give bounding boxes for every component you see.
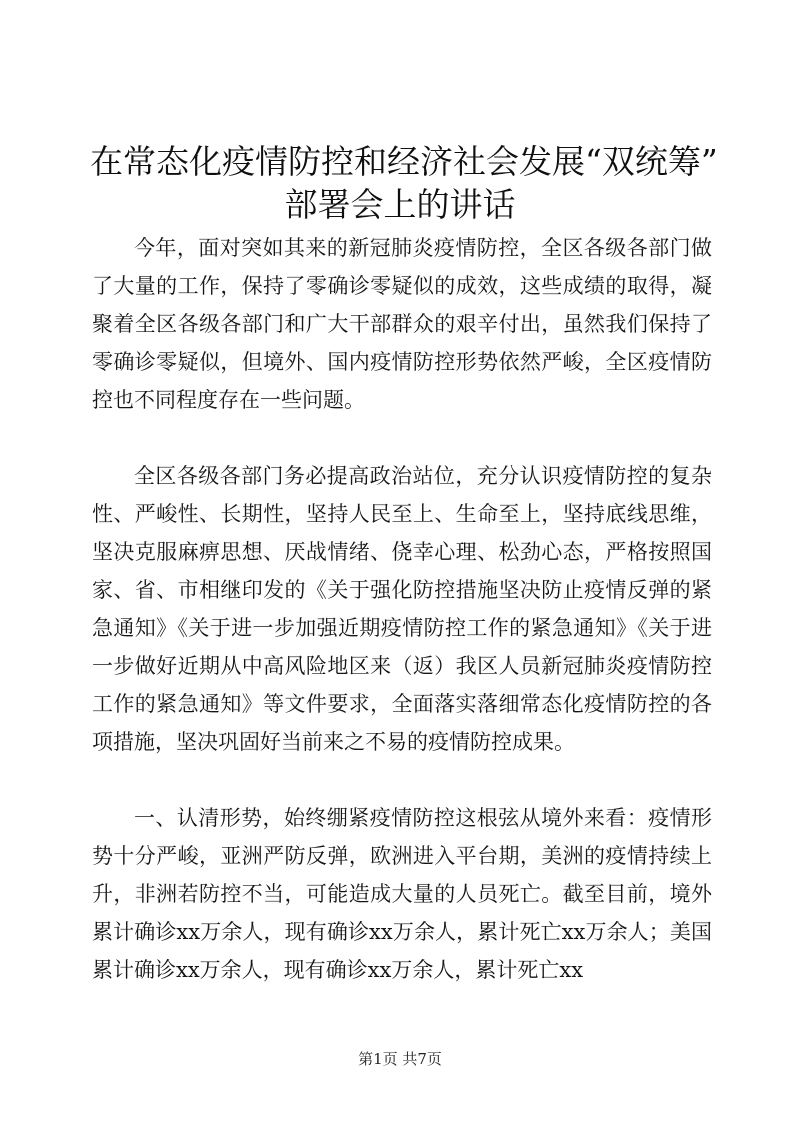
paragraph-2: 全区各级各部门务必提高政治站位，充分认识疫情防控的复杂性、严峻性、长期性，坚持人民至上、生命至上，坚持底线思维，坚决克服麻痹思想、厌战情绪、侥幸心理、松劲心态，严格按照国家、省、市相继印发的《关于强化防控措施坚决防止疫情反弹的紧急通知》《关于进一步加强近期疫情防控工作的紧急通知》《关于进一步做好近期从中高风险地区来（返）我区人员新冠肺炎疫情防控工作的紧急通知》等文件要求，全面落实落细常态化疫情防控的各项措施，坚决巩固好当前来之不易的疫情防控成果。 (92, 464, 712, 754)
paragraph-3: 一、认清形势，始终绷紧疫情防控这根弦从境外来看：疫情形势十分严峻，亚洲严防反弹，欧洲进入平台期，美洲的疫情持续上升，非洲若防控不当，可能造成大量的人员死亡。截至目前，境外累计确诊xx万余人，现有确诊xx万余人，累计死亡xx万余人；美国累计确诊xx万余人，现有确诊xx万余人，累计死亡xx (92, 806, 712, 982)
paragraph-1: 今年，面对突如其来的新冠肺炎疫情防控，全区各级各部门做了大量的工作，保持了零确诊零疑似的成效，这些成绩的取得，凝聚着全区各级各部门和广大干部群众的艰辛付出，虽然我们保持了零确诊零疑似，但境外、国内疫情防控形势依然严峻，全区疫情防控也不同程度存在一些问题。 (92, 236, 712, 412)
document-title-line-1: 在常态化疫情防控和经济社会发展“双统筹” (90, 142, 718, 181)
document-title-line-2: 部署会上的讲话 (284, 185, 516, 224)
page-footer: 第1页 共7页 (358, 1050, 442, 1068)
